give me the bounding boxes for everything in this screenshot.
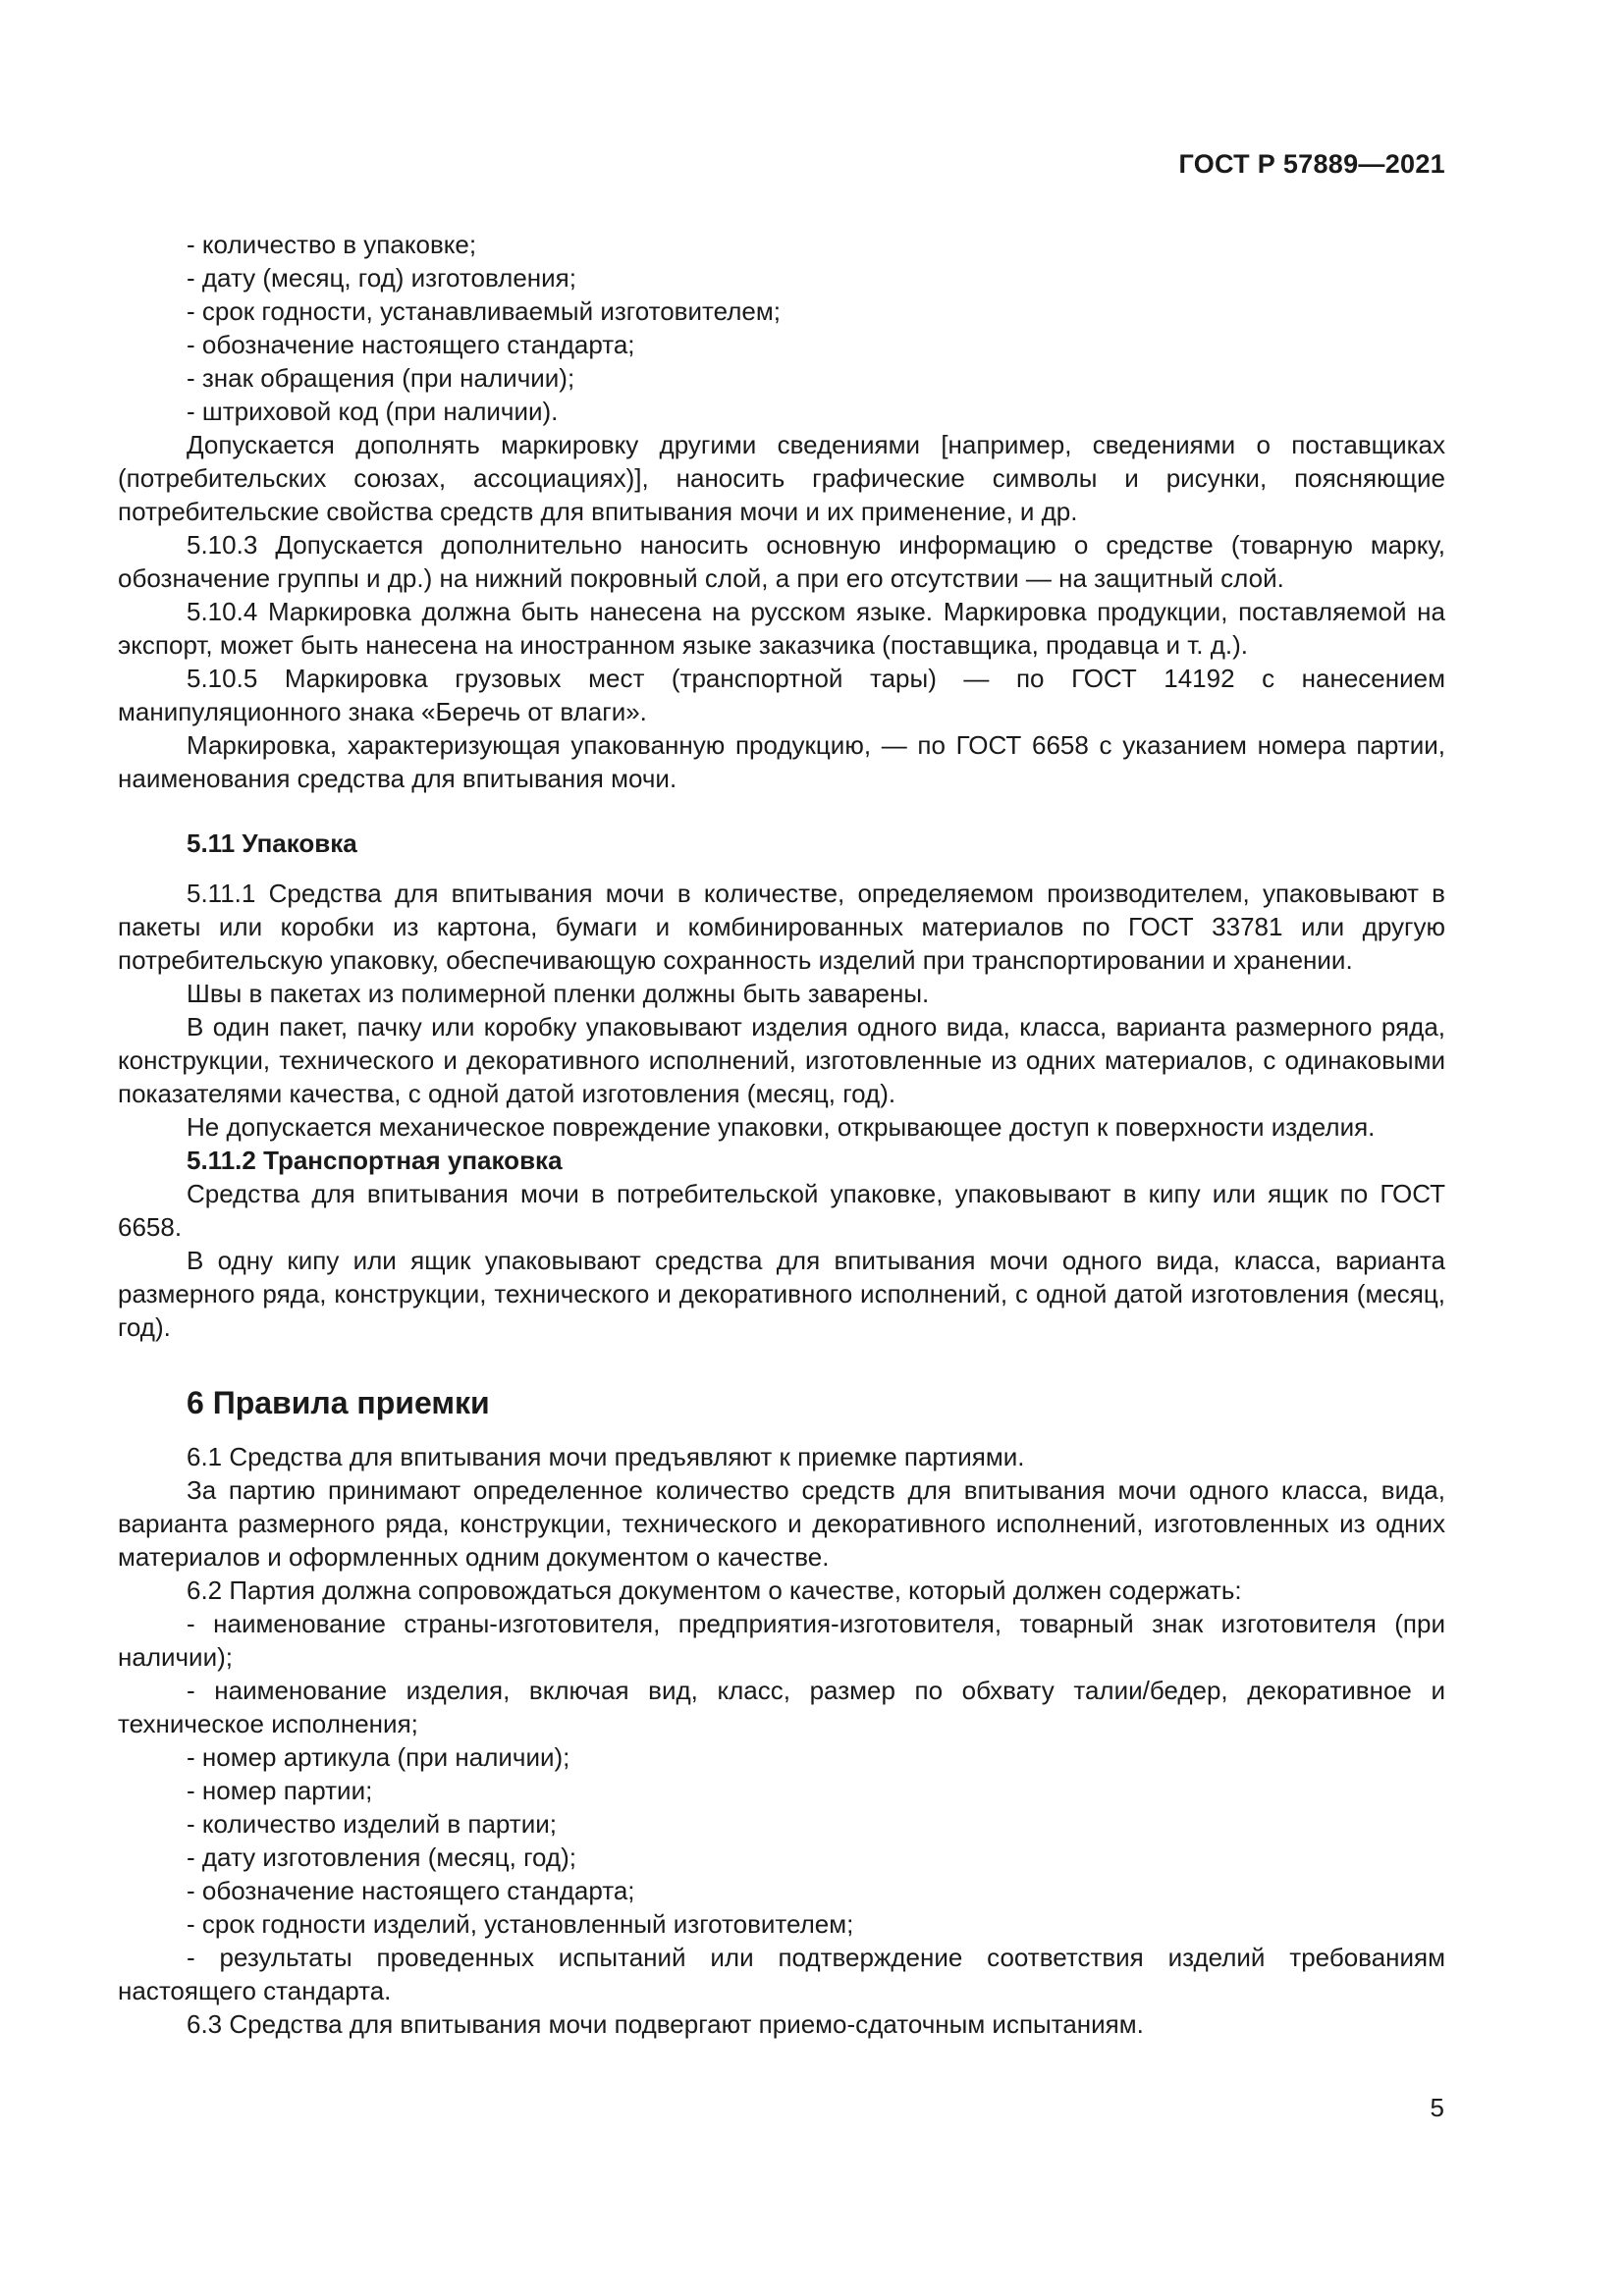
list-item: - обозначение настоящего стандарта; <box>187 1876 635 1905</box>
list-item: - знак обращения (при наличии); <box>187 363 575 393</box>
paragraph: За партию принимают определенное количество средств для впитывания мочи одного класса, вида, варианта размерного ряда, конструкции, технического и декоративного исполнений, изготовленных из одних материалов и оформленных одним документом о качестве. <box>118 1475 1445 1572</box>
page-number: 5 <box>1430 2093 1444 2122</box>
paragraph: - результаты проведенных испытаний или подтверждение соответствия изделий требованиям настоящего стандарта. <box>118 1943 1445 2005</box>
list-item: - срок годности, устанавливаемый изготовителем; <box>187 296 781 326</box>
paragraph: 6.1 Средства для впитывания мочи предъявляют к приемке партиями. <box>187 1442 1025 1471</box>
section-heading-6: 6 Правила приемки <box>187 1385 490 1420</box>
section-heading-5-11-2: 5.11.2 Транспортная упаковка <box>187 1146 563 1175</box>
list-item: - номер артикула (при наличии); <box>187 1742 570 1772</box>
paragraph: Маркировка, характеризующая упакованную продукцию, — по ГОСТ 6658 с указанием номера партии, наименования средства для впитывания мочи. <box>118 730 1445 793</box>
paragraph: 5.10.3 Допускается дополнительно наносить основную информацию о средстве (товарную марку, обозначение группы и др.) на нижний покровный слой, а при его отсутствии — на защитный слой. <box>118 530 1445 593</box>
list-item: - номер партии; <box>187 1776 373 1805</box>
paragraph: Не допускается механическое повреждение упаковки, открывающее доступ к поверхности изделия. <box>187 1112 1376 1142</box>
list-item: - дату (месяц, год) изготовления; <box>187 263 576 293</box>
paragraph: 5.10.5 Маркировка грузовых мест (транспортной тары) — по ГОСТ 14192 с нанесением манипуляционного знака «Беречь от влаги». <box>118 664 1445 726</box>
document-code-header: ГОСТ Р 57889—2021 <box>1178 149 1445 179</box>
paragraph: 6.2 Партия должна сопровождаться документом о качестве, который должен содержать: <box>187 1575 1242 1605</box>
section-heading-5-11: 5.11 Упаковка <box>187 828 357 858</box>
paragraph: Средства для впитывания мочи в потребительской упаковке, упаковывают в кипу или ящик по ГОСТ 6658. <box>118 1179 1445 1242</box>
paragraph: Допускается дополнять маркировку другими сведениями [например, сведениями о поставщиках (потребительских союзах, ассоциациях)], наносить графические символы и рисунки, поясняющие потребительские свойства средств для впитывания мочи и их применение, и др. <box>118 430 1445 526</box>
paragraph: 5.11.1 Средства для впитывания мочи в количестве, определяемом производителем, упаковывают в пакеты или коробки из картона, бумаги и комбинированных материалов по ГОСТ 33781 или другую потребительскую упаковку, обеспечивающую сохранность изделий при транспортировании и хранении. <box>118 879 1445 975</box>
list-item: - количество изделий в партии; <box>187 1809 557 1839</box>
paragraph: 6.3 Средства для впитывания мочи подвергают приемо-сдаточным испытаниям. <box>187 2009 1144 2039</box>
document-body <box>118 228 1445 2041</box>
paragraph: - наименование страны-изготовителя, предприятия-изготовителя, товарный знак изготовителя (при наличии); <box>118 1609 1445 1672</box>
list-item: - срок годности изделий, установленный изготовителем; <box>187 1909 854 1939</box>
paragraph: Швы в пакетах из полимерной пленки должны быть заварены. <box>187 979 930 1008</box>
paragraph: В один пакет, пачку или коробку упаковывают изделия одного вида, класса, варианта размерного ряда, конструкции, технического и декоративного исполнений, изготовленные из одних материалов, с одинаковыми показателями качества, с одной датой изготовления (месяц, год). <box>118 1012 1445 1108</box>
list-item: - дату изготовления (месяц, год); <box>187 1842 576 1872</box>
list-item: - обозначение настоящего стандарта; <box>187 330 635 359</box>
paragraph: В одну кипу или ящик упаковывают средства для впитывания мочи одного вида, класса, варианта размерного ряда, конструкции, технического и декоративного исполнений, с одной датой изготовления (месяц, год). <box>118 1246 1445 1342</box>
list-item: - штриховой код (при наличии). <box>187 397 559 426</box>
paragraph: 5.10.4 Маркировка должна быть нанесена на русском языке. Маркировка продукции, поставляемой на экспорт, может быть нанесена на иностранном языке заказчика (поставщика, продавца и т. д.). <box>118 597 1445 660</box>
paragraph: - наименование изделия, включая вид, класс, размер по обхвату талии/бедер, декоративное и техническое исполнения; <box>118 1676 1445 1738</box>
list-item: - количество в упаковке; <box>187 230 477 259</box>
